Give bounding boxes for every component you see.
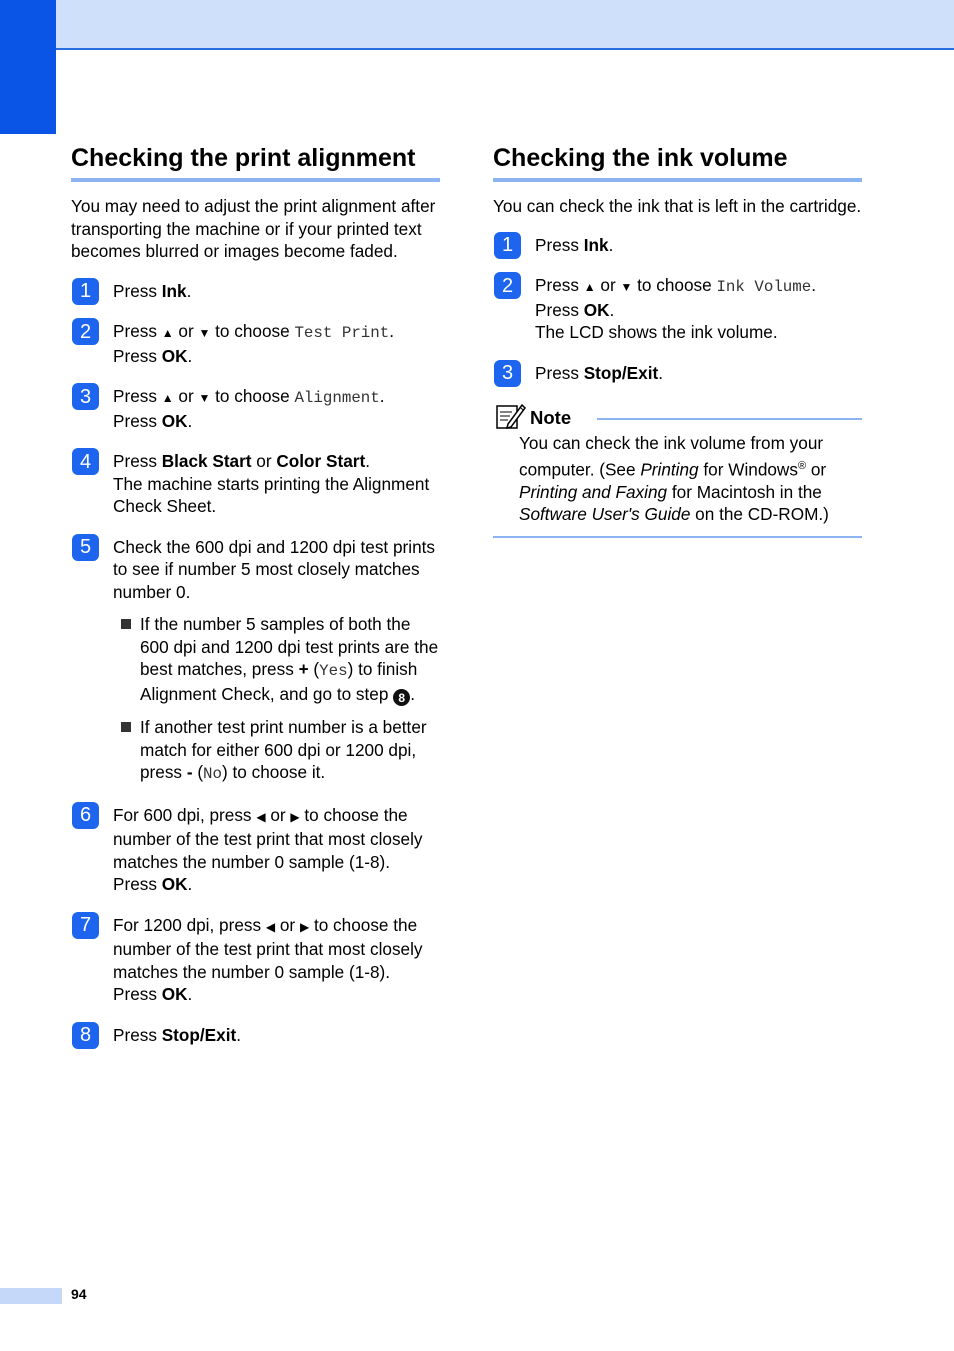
section-title: Checking the print alignment [71, 140, 440, 182]
note-text: You can check the ink volume from your computer. (See Printing for Windows® or Printing and Faxing for Macintosh in the Software User's Guide on the CD-ROM.) [519, 433, 829, 525]
header-band [56, 0, 954, 50]
step-number: 1 [72, 278, 99, 305]
lcd-text: Ink Volume [716, 278, 812, 296]
step-3: 3 Press Stop/Exit. [493, 362, 862, 385]
bullet-square-icon [121, 619, 131, 629]
right-arrow-icon: ▶ [299, 919, 310, 934]
page-number: 94 [71, 1286, 87, 1302]
down-arrow-icon: ▼ [620, 280, 633, 294]
chapter-tab [0, 0, 56, 134]
lcd-text: Yes [319, 662, 348, 680]
step-list [71, 280, 440, 1047]
section-title: Checking the ink volume [493, 140, 862, 182]
right-arrow-icon: ▶ [290, 809, 300, 824]
note-box [493, 402, 862, 538]
step-1: 1 Press Ink. [71, 280, 440, 303]
step-number: 2 [494, 272, 521, 299]
section-intro: You may need to adjust the print alignment after transporting the machine or if your printed text becomes blurred or images become faded. [71, 196, 436, 261]
step-4: 4 Press Black Start or Color Start. The machine starts printing the Alignment Check Sheet. [71, 450, 440, 518]
lcd-text: No [203, 765, 223, 784]
footer-bar [0, 1288, 62, 1304]
bullet-square-icon [121, 722, 131, 732]
step-number: 7 [72, 912, 99, 939]
step-8: 8 Press Stop/Exit. [71, 1024, 440, 1047]
down-arrow-icon: ▼ [198, 326, 211, 340]
step-number: 5 [72, 534, 99, 561]
left-arrow-icon: ◀ [256, 809, 266, 824]
print-alignment-section [71, 140, 440, 1064]
step-ref-icon: 8 [393, 689, 410, 706]
left-arrow-icon: ◀ [265, 919, 276, 934]
note-bottom-rule [493, 536, 862, 538]
step-number: 4 [72, 448, 99, 475]
ink-volume-section [493, 140, 862, 538]
step-1: 1 Press Ink. [493, 234, 862, 257]
bullet-item: If the number 5 samples of both the 600 dpi and 1200 dpi test prints are the best matches, press + (Yes) to finish Alignment Check, and go to step 8 . [113, 613, 440, 706]
step-number: 6 [72, 802, 99, 829]
note-label: Note [530, 407, 572, 428]
section-intro: You can check the ink that is left in the cartridge. [493, 196, 862, 216]
step-6: 6 For 600 dpi, press ◀ or ▶ to choose the number of the test print that most closely matches the number 0 sample (1-8). Press OK. [71, 804, 440, 896]
step-list [493, 234, 862, 385]
lcd-text: Alignment [294, 389, 380, 407]
note-pencil-icon [496, 402, 526, 430]
step-5: 5 Check the 600 dpi and 1200 dpi test prints to see if number 5 most closely matches number 0. If the number 5 samples of both the 600 dpi and 1200 dpi test prints are the best matches, press + (Yes) to finish Alignment Check, and go to step 8 . If another test print number is a better match for either 600 dpi or 1200 dpi, press - (No) to choose it. [71, 536, 440, 786]
step-number: 2 [72, 318, 99, 345]
step-number: 3 [72, 383, 99, 410]
down-arrow-icon: ▼ [198, 391, 211, 405]
up-arrow-icon: ▲ [583, 280, 596, 294]
step-7: 7 For 1200 dpi, press ◀ or ▶ to choose the number of the test print that most closely matches the number 0 sample (1-8). Press OK. [71, 914, 440, 1006]
up-arrow-icon: ▲ [161, 326, 174, 340]
note-rule [597, 418, 862, 420]
step-3: 3 Press ▲ or ▼ to choose Alignment. Press OK. [71, 385, 440, 432]
step-number: 8 [72, 1022, 99, 1049]
step-number: 1 [494, 232, 521, 259]
step-number: 3 [494, 360, 521, 387]
up-arrow-icon: ▲ [161, 391, 174, 405]
lcd-text: Test Print [294, 324, 390, 342]
step-2: 2 Press ▲ or ▼ to choose Test Print. Press OK. [71, 320, 440, 367]
bullet-item: If another test print number is a better match for either 600 dpi or 1200 dpi, press - (No) to choose it. [113, 716, 440, 786]
step-2: 2 Press ▲ or ▼ to choose Ink Volume. Press OK. The LCD shows the ink volume. [493, 274, 862, 344]
